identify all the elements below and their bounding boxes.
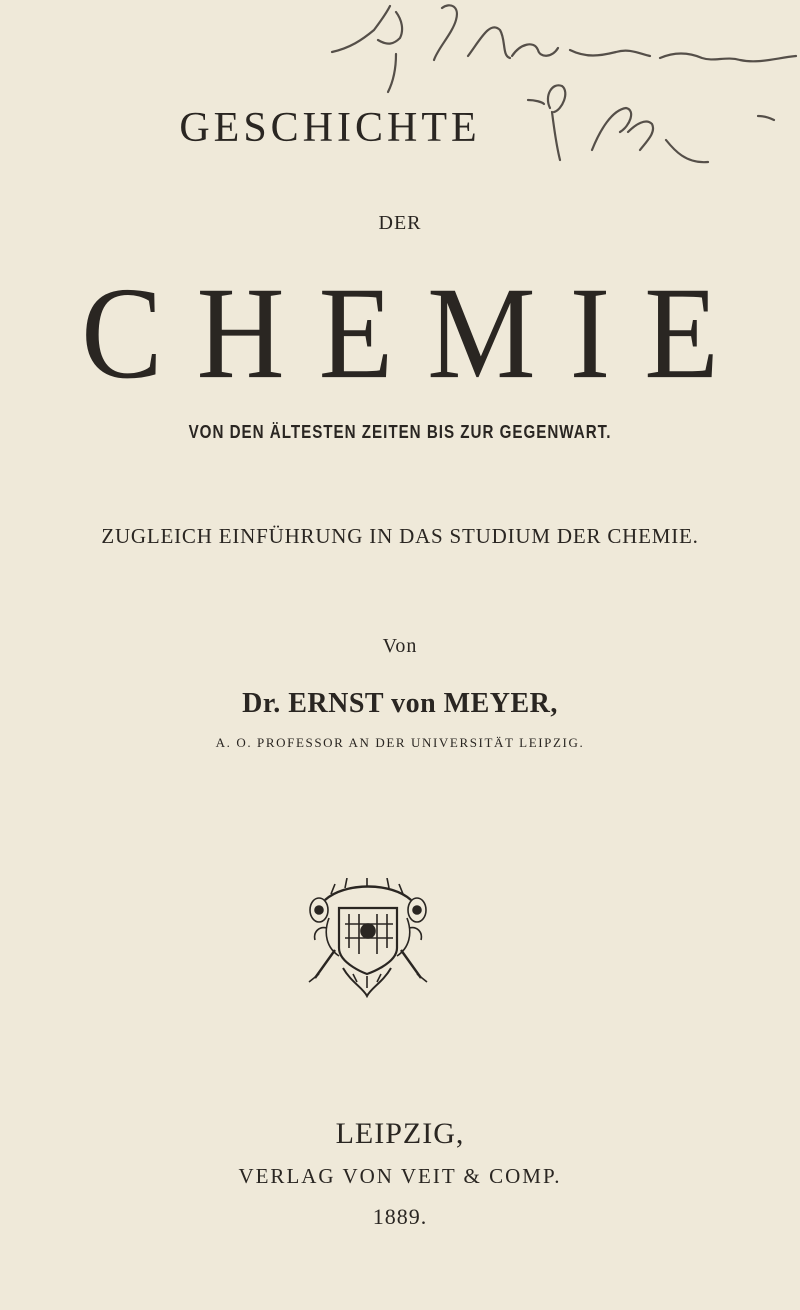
- main-title: GESCHICHTE: [179, 105, 481, 151]
- subject-title: CHEMIE: [81, 260, 753, 407]
- publisher-emblem-icon: [305, 878, 430, 998]
- handwritten-annotation: [330, 0, 800, 190]
- title-article: DER: [378, 212, 422, 234]
- publication-year: 1889.: [372, 1204, 428, 1229]
- secondary-title: ZUGLEICH EINFÜHRUNG IN DAS STUDIUM DER CHEMIE.: [101, 524, 699, 548]
- author-position: A. O. PROFESSOR AN DER UNIVERSITÄT LEIPZIG.: [215, 735, 585, 750]
- subtitle: VON DEN ÄLTESTEN ZEITEN BIS ZUR GEGENWART.: [188, 421, 612, 442]
- publication-city: LEIPZIG,: [335, 1117, 465, 1150]
- author-name: Dr. ERNST von MEYER,: [242, 688, 558, 719]
- by-line: Von: [382, 635, 418, 657]
- publisher: VERLAG VON VEIT & COMP.: [238, 1164, 562, 1188]
